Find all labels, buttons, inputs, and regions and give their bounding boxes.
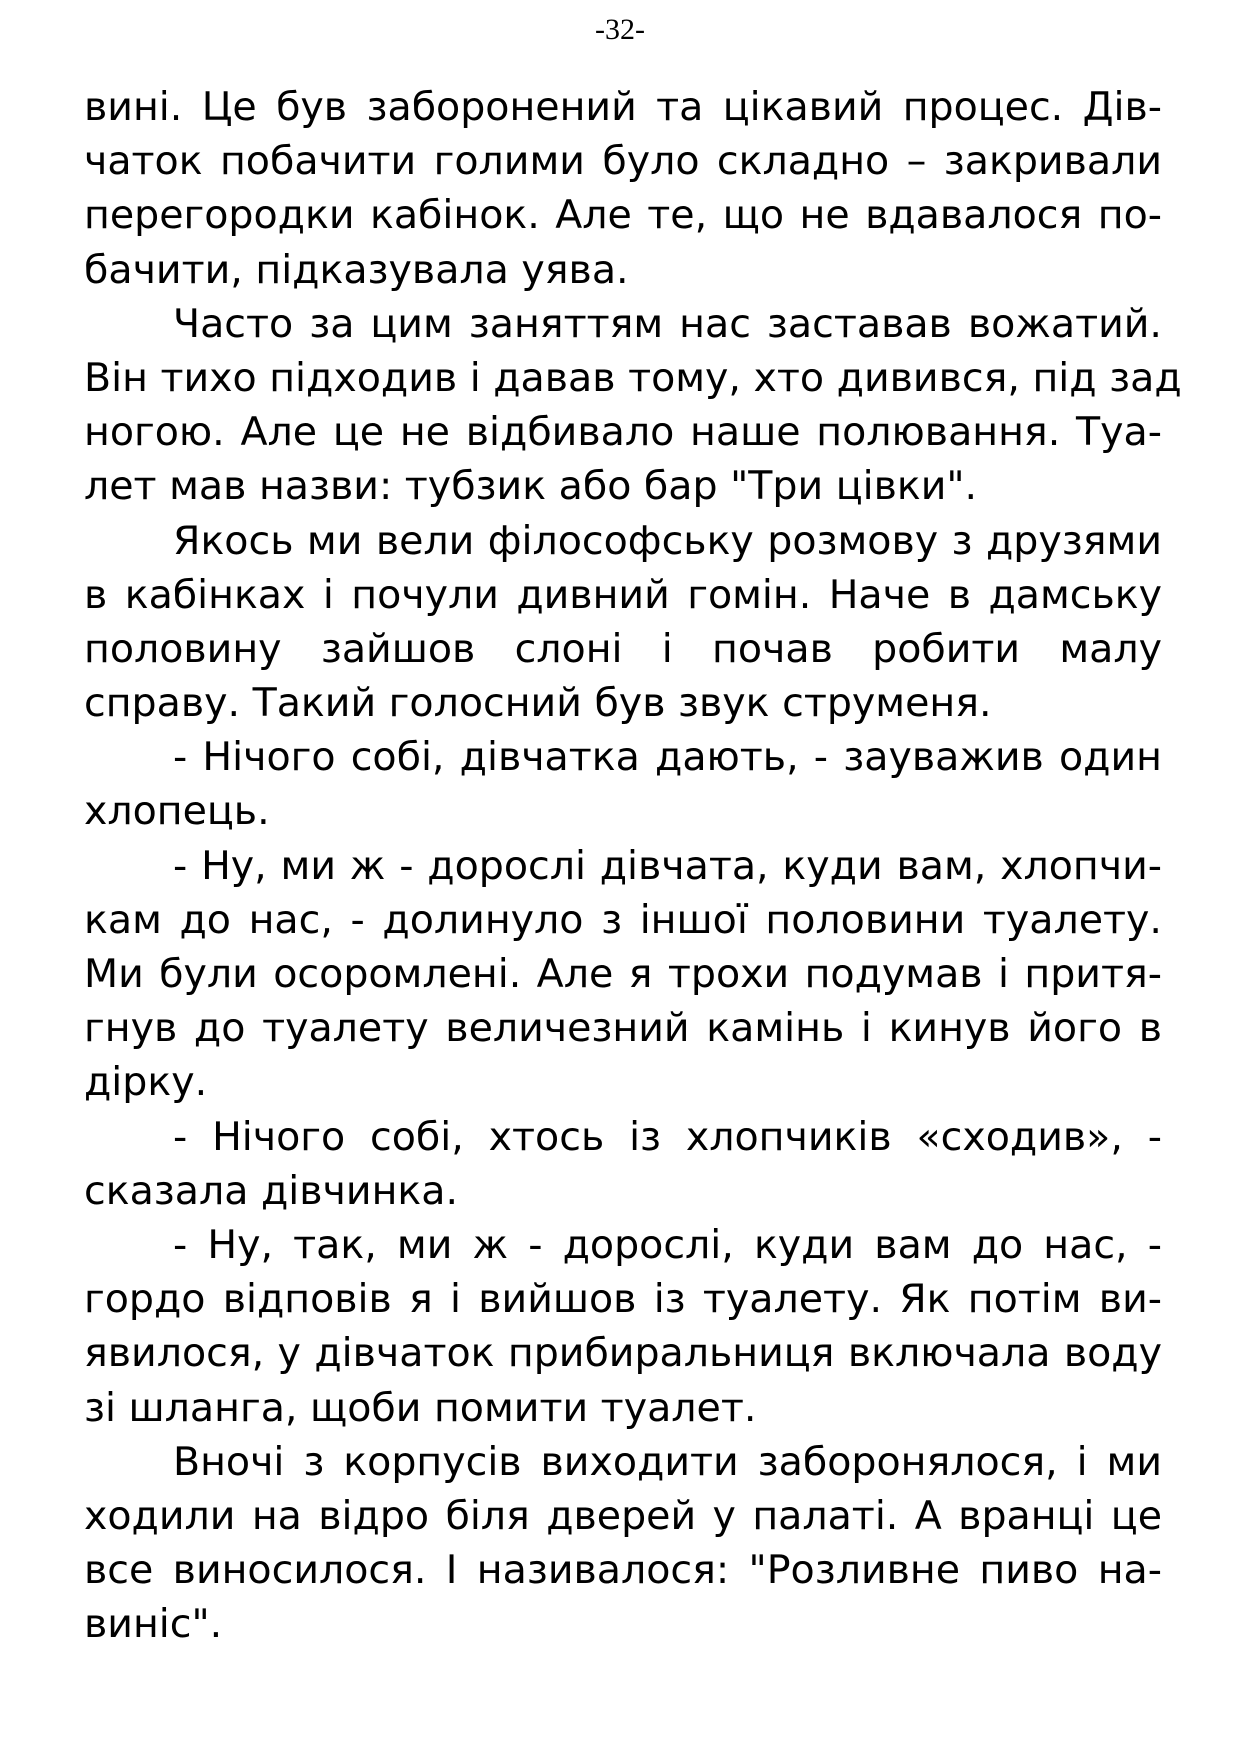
- text-line: в кабінках і почули дивний гомін. Наче в дамську: [84, 571, 1162, 618]
- text-line: лет мав назви: тубзик або бар "Три цівки".: [84, 463, 978, 510]
- text-line: гнув до туалету величезний камінь і кинув його в: [84, 1005, 1162, 1052]
- page-number: -32-: [595, 13, 645, 46]
- text-line: - Ну, ми ж - дорослі дівчата, куди вам, хлопчи-: [173, 842, 1162, 889]
- text-line: хлопець.: [84, 788, 270, 835]
- text-line: Часто за цим заняттям нас заставав вожатий.: [173, 300, 1162, 347]
- text-line: зі шланга, щоби помити туалет.: [84, 1384, 757, 1431]
- text-line: явилося, у дівчаток прибиральниця включала воду: [84, 1330, 1162, 1377]
- text-line: сказала дівчинка.: [84, 1167, 459, 1214]
- text-line: ходили на відро біля дверей у палаті. А вранці це: [84, 1492, 1162, 1539]
- text-line: Якось ми вели філософську розмову з друзями: [173, 517, 1162, 564]
- text-line: гордо відповів я і вийшов із туалету. Як потім ви-: [84, 1276, 1162, 1323]
- body-text: [84, 80, 1182, 1651]
- text-line: ногою. Але це не відбивало наше полювання. Туа-: [84, 409, 1162, 456]
- text-line: Ми були осоромлені. Але я трохи подумав і притя-: [84, 951, 1162, 997]
- text-line: перегородки кабінок. Але те, що не вдавалося по-: [84, 192, 1162, 239]
- text-line: все виносилося. І називалося: "Розливне пиво на-: [84, 1547, 1162, 1594]
- text-line: - Нічого собі, дівчатка дають, - зауважив один: [173, 734, 1162, 781]
- text-line: - Нічого собі, хтось із хлопчиків «сходив», -: [173, 1113, 1162, 1160]
- text-line: кам до нас, - долинуло з іншої половини туалету.: [84, 896, 1162, 943]
- text-line: Він тихо підходив і давав тому, хто дивився, під зад: [84, 354, 1182, 401]
- text-line: половину зайшов слоні і почав робити малу: [84, 625, 1162, 672]
- text-line: дірку.: [84, 1059, 208, 1106]
- text-line: чаток побачити голими було складно – закривали: [84, 138, 1162, 185]
- text-line: вині. Це був заборонений та цікавий процес. Дів-: [84, 84, 1162, 130]
- text-line: Вночі з корпусів виходити заборонялося, і ми: [173, 1438, 1162, 1485]
- text-line: виніс".: [84, 1601, 223, 1648]
- text-line: - Ну, так, ми ж - дорослі, куди вам до нас, -: [173, 1221, 1162, 1268]
- text-line: бачити, підказувала уява.: [84, 246, 629, 293]
- text-line: справу. Такий голосний був звук струменя.: [84, 680, 992, 727]
